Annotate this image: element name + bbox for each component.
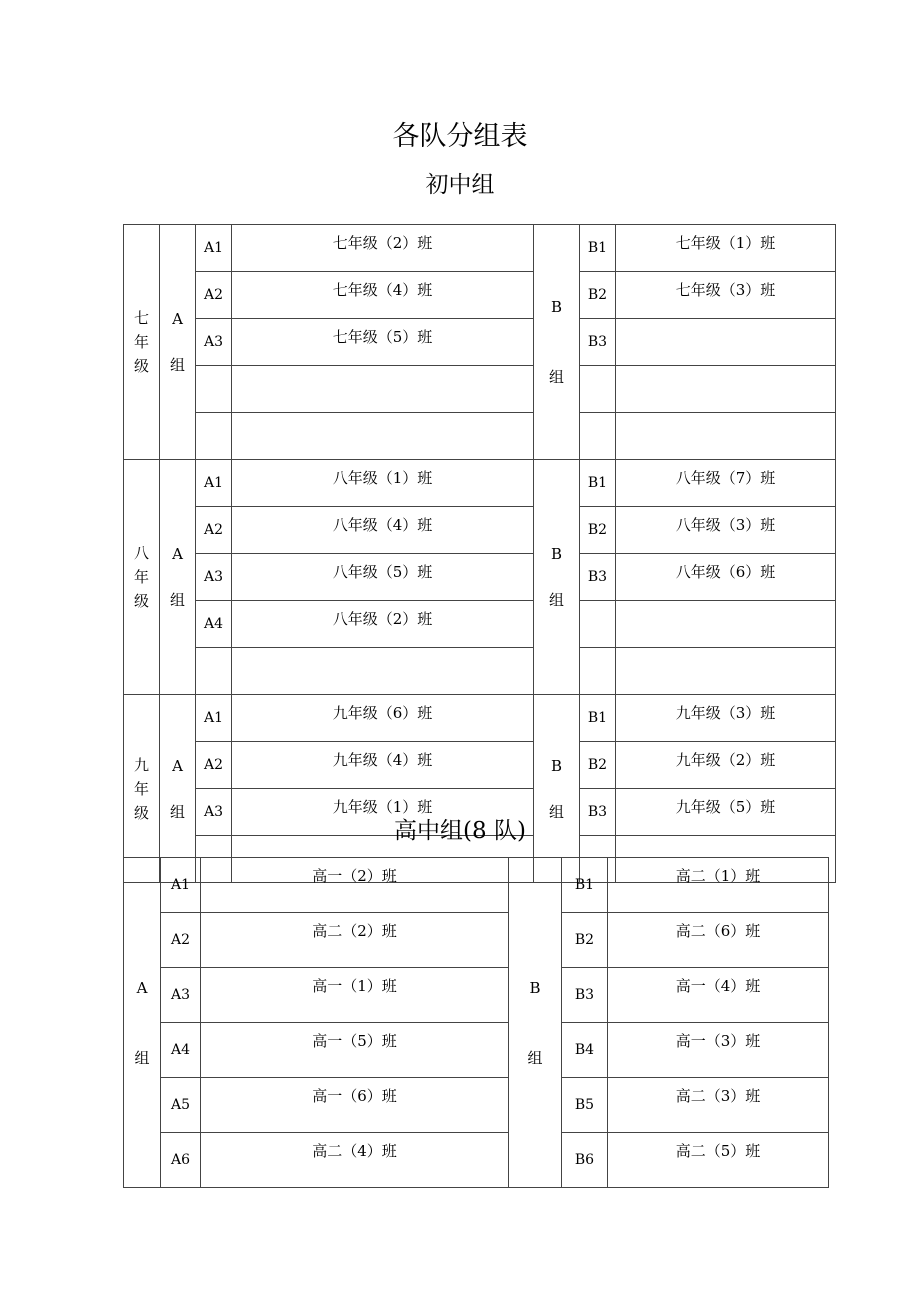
team-name [232, 648, 534, 695]
table-row [124, 601, 836, 648]
team-name: 高一（1）班 [201, 968, 509, 1023]
team-name: 高一（5）班 [201, 1023, 509, 1078]
table-row [124, 225, 836, 272]
team-code: B3 [562, 968, 608, 1023]
team-name: 九年级（5）班 [616, 789, 836, 836]
group-b-label-cell [534, 460, 580, 695]
team-code: B1 [562, 858, 608, 913]
table-row [124, 319, 836, 366]
team-name: 高二（4）班 [201, 1133, 509, 1188]
team-code: B3 [580, 554, 616, 601]
table-row [124, 460, 836, 507]
table-row [124, 648, 836, 695]
team-code: B1 [580, 695, 616, 742]
grade-label-cell [124, 695, 160, 883]
table-row [124, 968, 829, 1023]
team-code [196, 648, 232, 695]
team-name: 高二（3）班 [608, 1078, 829, 1133]
table-row [124, 858, 829, 913]
table-row [124, 554, 836, 601]
table-row [124, 272, 836, 319]
team-name: 高二（2）班 [201, 913, 509, 968]
team-code: A1 [196, 695, 232, 742]
table-row [124, 413, 836, 460]
group-b-label: B组 [549, 545, 565, 609]
team-code [580, 366, 616, 413]
team-name: 高一（3）班 [608, 1023, 829, 1078]
team-code: B5 [562, 1078, 608, 1133]
team-code: A4 [161, 1023, 201, 1078]
group-b-label: B组 [549, 298, 565, 386]
page-title: 各队分组表 [392, 121, 528, 152]
team-code: B3 [580, 789, 616, 836]
table-row [124, 1133, 829, 1188]
team-name [616, 413, 836, 460]
team-name [616, 648, 836, 695]
table-row [124, 1078, 829, 1133]
grade-label: 八年级 [134, 544, 150, 610]
grade-label: 九年级 [134, 755, 150, 822]
group-b-label: B组 [549, 756, 565, 821]
team-name [232, 366, 534, 413]
team-name: 八年级（5）班 [232, 554, 534, 601]
table-row [124, 742, 836, 789]
team-name: 七年级（4）班 [232, 272, 534, 319]
team-name: 八年级（3）班 [616, 507, 836, 554]
team-code: B4 [562, 1023, 608, 1078]
group-b-label-cell [534, 225, 580, 460]
team-name [616, 366, 836, 413]
grade-label: 七年级 [134, 309, 150, 375]
team-code: A2 [161, 913, 201, 968]
group-b-label: B组 [527, 978, 543, 1067]
team-name: 八年级（7）班 [616, 460, 836, 507]
team-code: A2 [196, 742, 232, 789]
table-row [124, 366, 836, 413]
group-a-label-cell [124, 858, 161, 1188]
team-name: 九年级（6）班 [232, 695, 534, 742]
team-name: 九年级（3）班 [616, 695, 836, 742]
team-code: B2 [562, 913, 608, 968]
team-name: 七年级（3）班 [616, 272, 836, 319]
team-code: A3 [196, 789, 232, 836]
team-code: A3 [196, 319, 232, 366]
table-row [124, 695, 836, 742]
team-code [580, 648, 616, 695]
team-code: B2 [580, 507, 616, 554]
team-code: A1 [196, 225, 232, 272]
team-name [616, 319, 836, 366]
group-a-label: A组 [170, 756, 186, 821]
junior-heading: 初中组 [425, 172, 495, 198]
team-name: 高二（1）班 [608, 858, 829, 913]
team-code: A3 [161, 968, 201, 1023]
team-code: B1 [580, 225, 616, 272]
junior-group-table [123, 224, 836, 883]
group-a-label: A组 [170, 310, 186, 374]
group-a-label-cell [160, 695, 196, 883]
team-name: 九年级（2）班 [616, 742, 836, 789]
team-code: A1 [196, 460, 232, 507]
team-name: 八年级（1）班 [232, 460, 534, 507]
group-a-label: A组 [134, 978, 150, 1067]
team-name: 八年级（6）班 [616, 554, 836, 601]
team-code: B3 [580, 319, 616, 366]
team-code: A4 [196, 601, 232, 648]
senior-group-table [123, 857, 829, 1188]
group-a-label-cell [160, 225, 196, 460]
team-code: A6 [161, 1133, 201, 1188]
team-name: 九年级（4）班 [232, 742, 534, 789]
team-code: A1 [161, 858, 201, 913]
team-code [580, 413, 616, 460]
group-b-label-cell [509, 858, 562, 1188]
team-code: A5 [161, 1078, 201, 1133]
team-name: 八年级（2）班 [232, 601, 534, 648]
team-name: 七年级（5）班 [232, 319, 534, 366]
grade-label-cell [124, 460, 160, 695]
team-code [196, 413, 232, 460]
team-code: A2 [196, 507, 232, 554]
team-code: A2 [196, 272, 232, 319]
team-code: B2 [580, 742, 616, 789]
table-row [124, 1023, 829, 1078]
team-name [232, 413, 534, 460]
team-code: B1 [580, 460, 616, 507]
team-name: 七年级（2）班 [232, 225, 534, 272]
team-name: 七年级（1）班 [616, 225, 836, 272]
team-name: 高二（6）班 [608, 913, 829, 968]
group-b-label-cell [534, 695, 580, 883]
team-code: B6 [562, 1133, 608, 1188]
team-code: B2 [580, 272, 616, 319]
team-code: A3 [196, 554, 232, 601]
group-a-label-cell [160, 460, 196, 695]
table-row [124, 913, 829, 968]
team-name: 高二（5）班 [608, 1133, 829, 1188]
team-name: 九年级（1）班 [232, 789, 534, 836]
group-a-label: A组 [170, 545, 186, 609]
team-name: 八年级（4）班 [232, 507, 534, 554]
team-name: 高一（6）班 [201, 1078, 509, 1133]
team-code [196, 366, 232, 413]
table-row [124, 507, 836, 554]
team-code [580, 601, 616, 648]
senior-heading: 高中组(8 队) [394, 818, 526, 844]
team-name: 高一（4）班 [608, 968, 829, 1023]
team-name [616, 601, 836, 648]
team-name: 高一（2）班 [201, 858, 509, 913]
grade-label-cell [124, 225, 160, 460]
